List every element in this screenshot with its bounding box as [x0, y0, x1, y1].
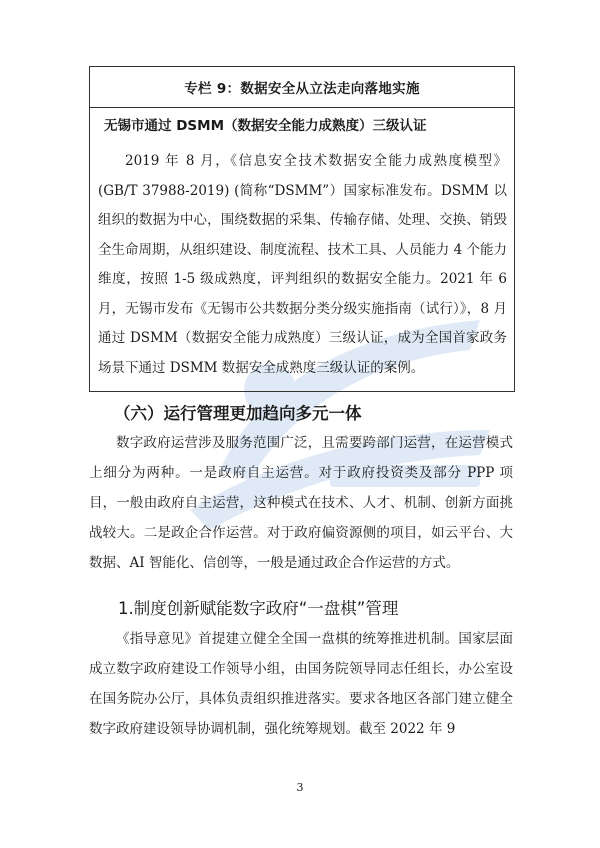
section-heading: （六）运行管理更加趋向多元一体 [114, 404, 362, 423]
page-number: 3 [296, 781, 304, 794]
subsection-paragraph: 《指导意见》首提建立健全全国一盘棋的统筹推进机制。国家层面成立数字政府建设工作领导小组，由国务院领导同志任组长，办公室设在国务院办公厅，具体负责组织推进落实。要求各地区各部门建立健全数字政府建设领导协调机制，强化统筹规划。截至 2022 年 9 [89, 631, 513, 737]
sidebar-box-title: 专栏 9：数据安全从立法走向落地实施 [184, 81, 420, 97]
sidebar-box [89, 66, 515, 392]
section-paragraph: 数字政府运营涉及服务范围广泛，且需要跨部门运营，在运营模式上细分为两种。一是政府自主运营。对于政府投资类及部分 PPP 项目，一般由政府自主运营，这种模式在技术、人才、机制、创新方面挑战较大。二是政企合作运营。对于政府偏资源侧的项目，如云平台、大数据、AI 智能化、信创等，一般是通过政企合作运营的方式。 [89, 435, 513, 571]
sidebar-box-subtitle: 无锡市通过 DSMM（数据安全能力成熟度）三级认证 [104, 118, 427, 134]
subsection-heading: 1.制度创新赋能数字政府“一盘棋”管理 [118, 599, 399, 618]
sidebar-box-header [90, 67, 514, 108]
sidebar-box-body: 2019 年 8 月，《信息安全技术数据安全能力成熟度模型》(GB/T 37988-2019) (简称“DSMM”）国家标准发布。DSMM 以组织的数据为中心，围绕数据的采集、传输存储、处理、交换、销毁全生命周期，从组织建设、制度流程、技术工具、人员能力 4 个能力维度，按照 1-5 级成熟度，评判组织的数据安全能力。2021 年 6 月，无锡市发布《无锡市公共数据分类分级实施指南（试行）》，8 月通过 DSMM（数据安全能力成熟度）三级认证，成为全国首家政务场景下通过 DSMM 数据安全成熟度三级认证的案例。 [98, 153, 507, 376]
